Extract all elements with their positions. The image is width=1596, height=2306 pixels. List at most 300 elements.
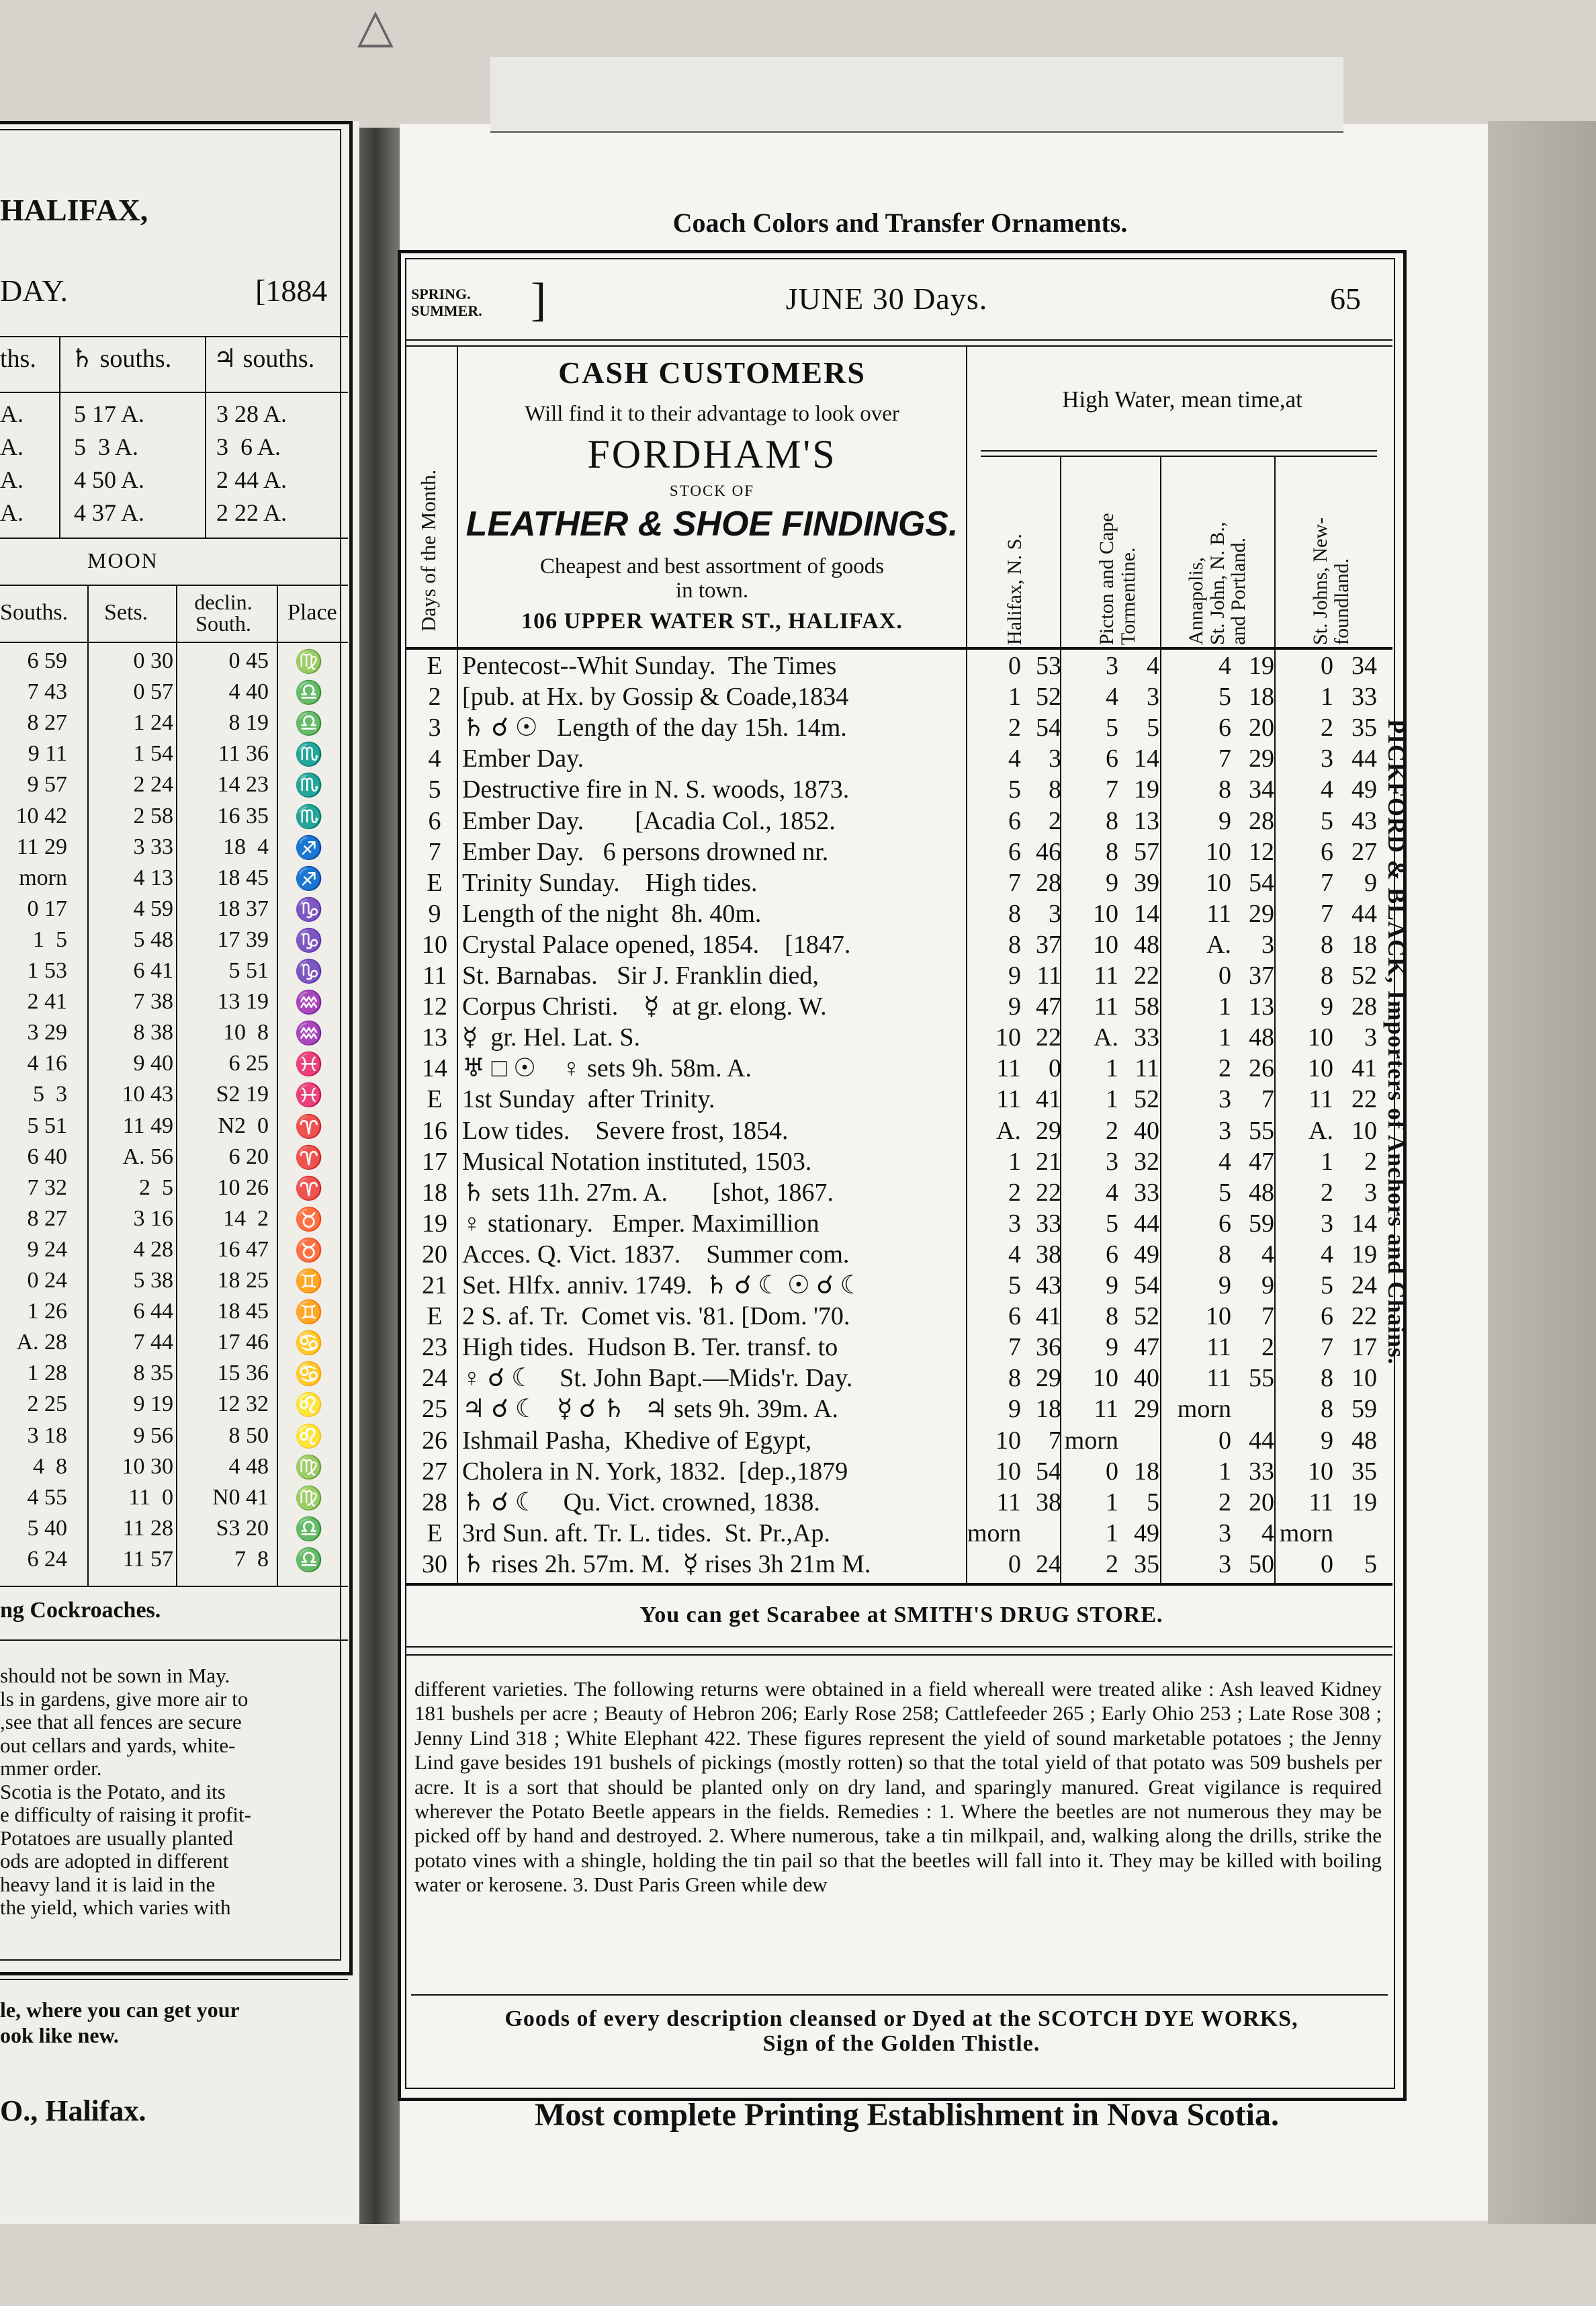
- moon-souths: 7 32: [27, 1175, 67, 1200]
- moon-sets: 3 33: [133, 834, 173, 859]
- high-water-st-johns-m: 43: [1351, 806, 1377, 835]
- high-water-picton-h: 11: [1094, 992, 1118, 1021]
- day-of-month: 14: [422, 1054, 447, 1083]
- moon-place: ♎: [294, 712, 324, 737]
- high-water-picton-h: A.: [1094, 1023, 1118, 1052]
- moon-souths: 3 29: [27, 1020, 67, 1045]
- high-water-picton-h: 3: [1106, 1147, 1118, 1176]
- event-text: Length of the night 8h. 40m.: [462, 899, 762, 928]
- high-water-halifax-h: 1: [1008, 683, 1021, 712]
- event-text: St. Barnabas. Sir J. Franklin died,: [462, 962, 819, 990]
- moon-declination: N2 0: [218, 1113, 269, 1138]
- moon-row: [0, 1423, 349, 1454]
- day-of-month: 10: [422, 930, 447, 959]
- high-water-halifax-h: 3: [1008, 1209, 1021, 1238]
- high-water-st-johns-h: 7: [1321, 899, 1333, 928]
- high-water-st-johns-m: 28: [1351, 992, 1377, 1021]
- moon-place: ♎: [294, 681, 324, 706]
- day-of-month: E: [427, 1302, 443, 1331]
- planet-cell: 3 28 A.: [216, 400, 287, 427]
- moon-sets: 4 59: [133, 896, 173, 921]
- high-water-st-johns-m: 35: [1351, 714, 1377, 742]
- moon-place: ♊: [294, 1300, 324, 1326]
- high-water-picton-m: 4: [1147, 652, 1159, 680]
- high-water-picton-m: 40: [1134, 1364, 1159, 1393]
- moon-declination: 14 23: [217, 772, 269, 798]
- moon-souths: 1 53: [27, 958, 67, 983]
- high-water-st-johns-h: 9: [1321, 992, 1333, 1021]
- moon-souths: 5 51: [27, 1113, 67, 1138]
- moon-row: [0, 1454, 349, 1485]
- high-water-st-johns-h: 3: [1321, 1209, 1333, 1238]
- paper-strip: [490, 57, 1343, 133]
- moon-declination: 6 25: [228, 1051, 269, 1076]
- moon-souths: 8 27: [27, 710, 67, 736]
- moon-sets: 2 5: [139, 1175, 173, 1200]
- planet-cell: A.: [0, 499, 24, 526]
- rule: [406, 345, 1392, 347]
- high-water-picton-m: 14: [1134, 899, 1159, 928]
- left-cockroach-ad: ng Cockroaches.: [0, 1598, 161, 1623]
- high-water-annapolis-h: 9: [1218, 806, 1231, 835]
- moon-declination: 6 20: [228, 1144, 269, 1169]
- moon-sets: 11 49: [122, 1113, 173, 1138]
- high-water-halifax-m: 22: [1036, 1023, 1061, 1052]
- moon-declination: 0 45: [228, 648, 269, 673]
- high-water-annapolis-m: 44: [1249, 1426, 1274, 1455]
- high-water-st-johns-h: 1: [1321, 1147, 1333, 1176]
- moon-declination: 8 19: [228, 710, 269, 736]
- scarabee-advert: You can get Scarabee at SMITH'S DRUG STORE.: [639, 1603, 1163, 1627]
- moon-sets: 7 38: [133, 989, 173, 1015]
- moon-sets: 9 19: [133, 1392, 173, 1417]
- high-water-halifax-h: 8: [1008, 899, 1021, 928]
- left-footer: O., Halifax.: [0, 2094, 146, 2127]
- event-text: Ishmail Pasha, Khedive of Egypt,: [462, 1426, 812, 1455]
- high-water-halifax-m: 47: [1036, 992, 1061, 1021]
- left-rule: [0, 1586, 348, 1587]
- day-of-month: 16: [422, 1116, 447, 1145]
- high-water-annapolis-h: 4: [1218, 652, 1231, 680]
- moon-souths: 7 43: [27, 679, 67, 705]
- high-water-st-johns-h: 4: [1321, 775, 1333, 804]
- high-water-annapolis-m: 55: [1249, 1364, 1274, 1393]
- moon-declination: 18 4: [223, 834, 269, 859]
- moon-souths: A. 28: [16, 1330, 67, 1355]
- moon-souths: 6 59: [27, 648, 67, 673]
- moon-souths: 0 17: [27, 896, 67, 921]
- event-text: Ember Day.: [462, 744, 584, 773]
- high-water-halifax-h: 9: [1008, 1395, 1021, 1424]
- left-header-title: HALIFAX,: [0, 193, 148, 227]
- high-water-halifax-h: 2: [1008, 714, 1021, 742]
- high-water-picton-m: 49: [1134, 1240, 1159, 1269]
- high-water-annapolis-h: 4: [1218, 1147, 1231, 1176]
- left-rule: [0, 336, 348, 337]
- planet-cell: 2 22 A.: [216, 499, 287, 526]
- planet-cell: 3 6 A.: [216, 433, 281, 460]
- rule: [981, 450, 1377, 452]
- left-body-line: the yield, which varies with: [0, 1895, 231, 1919]
- moon-place: ♓: [294, 1083, 324, 1109]
- event-text: Crystal Palace opened, 1854. [1847.: [462, 930, 851, 959]
- high-water-picton-m: 22: [1134, 962, 1159, 990]
- moon-sets: 10 43: [122, 1082, 173, 1107]
- high-water-st-johns-h: 6: [1321, 1302, 1333, 1331]
- left-col-head: ♃ souths.: [214, 345, 315, 373]
- high-water-picton-h: 6: [1106, 1240, 1118, 1269]
- high-water-halifax-m: 24: [1036, 1549, 1061, 1578]
- moon-head: Souths.: [0, 600, 69, 625]
- day-of-month: 5: [428, 775, 441, 804]
- moon-declination: 12 32: [217, 1392, 269, 1417]
- high-water-picton-h: 10: [1093, 930, 1118, 959]
- high-water-picton-m: 29: [1134, 1395, 1159, 1424]
- rule: [406, 1583, 1392, 1586]
- high-water-annapolis-h: 9: [1218, 1271, 1231, 1299]
- high-water-st-johns-m: 44: [1351, 899, 1377, 928]
- high-water-picton-h: 2: [1106, 1549, 1118, 1578]
- high-water-annapolis-h: morn: [1177, 1395, 1231, 1424]
- moon-declination: 15 36: [217, 1361, 269, 1386]
- moon-sets: 5 38: [133, 1268, 173, 1293]
- moon-row: [0, 1175, 349, 1206]
- day-of-month: E: [427, 1085, 443, 1114]
- high-water-st-johns-m: 3: [1364, 1178, 1377, 1207]
- high-water-st-johns-m: 10: [1351, 1364, 1377, 1393]
- day-of-month: 19: [422, 1209, 447, 1238]
- high-water-st-johns-h: 1: [1321, 683, 1333, 712]
- high-water-annapolis-h: 1: [1218, 1457, 1231, 1486]
- moon-declination: 18 25: [217, 1268, 269, 1293]
- high-water-annapolis-h: 8: [1218, 1240, 1231, 1269]
- season-summer: SUMMER.: [411, 302, 482, 320]
- moon-sets: 8 35: [133, 1361, 173, 1386]
- high-water-annapolis-m: 48: [1249, 1178, 1274, 1207]
- high-water-picton-m: 5: [1147, 714, 1159, 742]
- moon-head: Place: [287, 600, 337, 625]
- moon-place: ♏: [294, 773, 324, 799]
- printing-footer: Most complete Printing Establishment in Nova Scotia.: [535, 2097, 1279, 2133]
- high-water-st-johns-h: 3: [1321, 744, 1333, 773]
- high-water-st-johns-m: 44: [1351, 744, 1377, 773]
- high-water-annapolis-m: 9: [1261, 1271, 1274, 1299]
- high-water-halifax-h: 5: [1008, 1271, 1021, 1299]
- left-body-line: mmer order.: [0, 1756, 102, 1780]
- high-water-st-johns-h: 8: [1321, 1364, 1333, 1393]
- high-water-annapolis-m: 29: [1249, 744, 1274, 773]
- high-water-annapolis-m: 59: [1249, 1209, 1274, 1238]
- moon-declination: 8 50: [228, 1422, 269, 1448]
- left-body-line: should not be sown in May.: [0, 1664, 230, 1687]
- moon-row: [0, 648, 349, 679]
- high-water-st-johns-h: 6: [1321, 837, 1333, 866]
- high-water-picton-h: 4: [1106, 1178, 1118, 1207]
- high-water-st-johns-m: 19: [1351, 1240, 1377, 1269]
- high-water-picton-h: 1: [1106, 1085, 1118, 1114]
- moon-souths: 4 8: [33, 1453, 67, 1479]
- moon-sets: 1 54: [133, 741, 173, 767]
- moon-row: [0, 1237, 349, 1268]
- advert-stock-of: STOCK OF: [669, 482, 755, 499]
- event-text: Set. Hlfx. anniv. 1749. ♄ ☌ ☾ ☉ ☌ ☾: [462, 1271, 863, 1299]
- high-water-st-johns-h: 7: [1321, 1333, 1333, 1362]
- day-of-month: 24: [422, 1364, 447, 1393]
- day-of-month: E: [427, 868, 443, 897]
- moon-souths: 2 41: [27, 989, 67, 1015]
- high-water-st-johns-h: 2: [1321, 1178, 1333, 1207]
- high-water-picton-m: 52: [1134, 1302, 1159, 1331]
- high-water-st-johns-h: 5: [1321, 806, 1333, 835]
- event-text: Pentecost--Whit Sunday. The Times: [462, 652, 837, 680]
- event-text: [pub. at Hx. by Gossip & Coade,1834: [462, 683, 849, 712]
- dye-line: Goods of every description cleansed or Dyed at the SCOTCH DYE WORKS,: [504, 2006, 1298, 2031]
- moon-souths: 11 29: [16, 834, 67, 859]
- high-water-annapolis-m: 29: [1249, 899, 1274, 928]
- moon-souths: 9 57: [27, 772, 67, 798]
- day-of-month: 12: [422, 992, 447, 1021]
- moon-sets: 11 0: [128, 1484, 173, 1510]
- high-water-halifax-m: 2: [1049, 806, 1061, 835]
- moon-declination: 13 19: [217, 989, 269, 1015]
- moon-declination: 18 45: [217, 1299, 269, 1324]
- high-water-halifax-h: 0: [1008, 1549, 1021, 1578]
- high-water-halifax-m: 38: [1036, 1488, 1061, 1517]
- moon-sets: 11 57: [122, 1546, 173, 1572]
- high-water-st-johns-h: 11: [1309, 1488, 1333, 1517]
- moon-sets: 4 13: [133, 865, 173, 890]
- moon-souths: 4 55: [27, 1484, 67, 1510]
- high-water-heading: High Water, mean time,at: [1062, 386, 1302, 413]
- season-bracket: ]: [531, 274, 547, 326]
- moon-row: [0, 1392, 349, 1422]
- high-water-halifax-m: 8: [1049, 775, 1061, 804]
- high-water-picton-h: 9: [1106, 1271, 1118, 1299]
- potato-body-text: different varieties. The following returns were obtained in a field whereall were treated alike : Ash leaved Kidney 181 bushels per acre ; Beauty of Hebron 206; Early Rose 258; Cattlefeeder 265 ; Early Ohio 253 ; Late Rose 308 ; Jenny Lind 318 ; White Elephant 422. These figures represent the yield of sound marketable potatoes ; the Jenny Lind gave besides 191 bushels of pickings (mostly rotten) so that the total yield of that potato was 509 bushels per acre. It is a sort that should be planted only on dry land, and sparingly manured. Great vigilance is required wherever the Potato Beetle appears in the fields. Remedies : 1. Where the beetles are not numerous they may be picked off by hand and destroyed. 2. Where numerous, take a tin milkpail, and, walking along the drills, strike the potato vines with a shingle, holding the tin pail so that the beetles will fall into it. They may be killed with boiling water or kerosene. 3. Dust Paris Green while dew: [414, 1677, 1382, 1897]
- moon-place: ♑: [294, 897, 324, 923]
- high-water-picton-h: 8: [1106, 806, 1118, 835]
- high-water-st-johns-h: 2: [1321, 714, 1333, 742]
- day-of-month: 3: [428, 714, 441, 742]
- high-water-halifax-h: 11: [996, 1085, 1021, 1114]
- high-water-halifax-h: 0: [1008, 652, 1021, 680]
- moon-place: ♌: [294, 1393, 324, 1418]
- planet-cell: 2 44 A.: [216, 466, 287, 493]
- high-water-st-johns-h: morn: [1279, 1519, 1333, 1547]
- high-water-st-johns-h: 10: [1308, 1054, 1333, 1083]
- high-water-picton-h: 8: [1106, 1302, 1118, 1331]
- moon-place: ♍: [294, 1455, 324, 1480]
- moon-declination: 4 40: [228, 679, 269, 705]
- high-water-st-johns-h: 4: [1321, 1240, 1333, 1269]
- high-water-picton-m: 11: [1135, 1054, 1159, 1083]
- planet-cell: 5 3 A.: [74, 433, 139, 460]
- high-water-halifax-h: 8: [1008, 930, 1021, 959]
- high-water-annapolis-m: 34: [1249, 775, 1274, 804]
- high-water-picton-h: 9: [1106, 868, 1118, 897]
- high-water-st-johns-m: 17: [1351, 1333, 1377, 1362]
- moon-declination: 18 45: [217, 865, 269, 890]
- high-water-halifax-m: 3: [1049, 744, 1061, 773]
- high-water-halifax-m: 33: [1036, 1209, 1061, 1238]
- moon-souths: 10 42: [15, 803, 67, 828]
- high-water-st-johns-h: 9: [1321, 1426, 1333, 1455]
- moon-place: ♈: [294, 1145, 324, 1170]
- high-water-halifax-h: 9: [1008, 962, 1021, 990]
- moon-souths: 0 24: [27, 1268, 67, 1293]
- high-water-annapolis-m: 33: [1249, 1457, 1274, 1486]
- event-text: Trinity Sunday. High tides.: [462, 868, 758, 897]
- high-water-halifax-m: 3: [1049, 899, 1061, 928]
- season-spring: SPRING.: [411, 286, 471, 302]
- rule: [406, 647, 1392, 650]
- moon-declination: 18 37: [217, 896, 269, 921]
- moon-souths: 2 25: [27, 1392, 67, 1417]
- high-water-picton-m: 33: [1134, 1178, 1159, 1207]
- high-water-st-johns-m: 52: [1351, 962, 1377, 990]
- left-rule: [0, 1639, 348, 1641]
- moon-declination: 16 35: [217, 803, 269, 828]
- high-water-annapolis-m: 12: [1249, 837, 1274, 866]
- day-of-month: E: [427, 652, 443, 680]
- day-of-month: 30: [422, 1549, 447, 1578]
- moon-row: [0, 958, 349, 989]
- event-text: ♄ rises 2h. 57m. M. ☿ rises 3h 21m M.: [462, 1549, 871, 1578]
- high-water-picton-h: 1: [1106, 1519, 1118, 1547]
- moon-place: ♐: [294, 866, 324, 892]
- planet-cell: A.: [0, 466, 24, 493]
- left-body-line: Potatoes are usually planted: [0, 1826, 233, 1850]
- high-water-annapolis-h: 1: [1218, 992, 1231, 1021]
- left-body-line: heavy land it is laid in the: [0, 1872, 216, 1896]
- high-water-picton-m: 48: [1134, 930, 1159, 959]
- moon-declination: 14 2: [223, 1205, 269, 1231]
- moon-place: ♍: [294, 1486, 324, 1511]
- moon-declination: S2 19: [216, 1082, 269, 1107]
- high-water-st-johns-m: 22: [1351, 1302, 1377, 1331]
- high-water-halifax-h: 4: [1008, 744, 1021, 773]
- moon-sets: 10 30: [122, 1453, 173, 1479]
- event-text: Acces. Q. Vict. 1837. Summer com.: [462, 1240, 850, 1269]
- left-body-line: e difficulty of raising it profit-: [0, 1803, 251, 1826]
- day-of-month: E: [427, 1519, 443, 1547]
- event-text: Ember Day. [Acadia Col., 1852.: [462, 806, 836, 835]
- moon-souths: 1 26: [27, 1299, 67, 1324]
- moon-row: [0, 1516, 349, 1547]
- moon-declination: S3 20: [216, 1515, 269, 1541]
- moon-souths: morn: [19, 865, 67, 890]
- high-water-picton-h: 0: [1106, 1457, 1118, 1486]
- high-water-st-johns-m: 9: [1364, 868, 1377, 897]
- moon-row: [0, 710, 349, 741]
- moon-sets: 2 58: [133, 803, 173, 828]
- moon-place: ♎: [294, 1517, 324, 1542]
- col-head-halifax: Halifax, N. S.: [1004, 533, 1026, 645]
- high-water-annapolis-h: 10: [1206, 1302, 1231, 1331]
- day-of-month: 20: [422, 1240, 447, 1269]
- high-water-picton-h: 9: [1106, 1333, 1118, 1362]
- high-water-picton-h: morn: [1064, 1426, 1118, 1455]
- event-text: Musical Notation instituted, 1503.: [462, 1147, 812, 1176]
- high-water-picton-h: 4: [1106, 683, 1118, 712]
- high-water-annapolis-m: 48: [1249, 1023, 1274, 1052]
- high-water-st-johns-h: 8: [1321, 930, 1333, 959]
- high-water-picton-h: 3: [1106, 652, 1118, 680]
- left-body-line: out cellars and yards, white-: [0, 1733, 236, 1757]
- moon-place: ♑: [294, 959, 324, 984]
- high-water-halifax-h: 10: [995, 1457, 1021, 1486]
- event-text: Low tides. Severe frost, 1854.: [462, 1116, 789, 1145]
- left-col-head: ♄ souths.: [71, 345, 172, 373]
- moon-sets: 7 44: [133, 1330, 173, 1355]
- high-water-halifax-m: 54: [1036, 1457, 1061, 1486]
- moon-souths: 1 28: [27, 1361, 67, 1386]
- moon-row: [0, 1051, 349, 1082]
- high-water-st-johns-m: 35: [1351, 1457, 1377, 1486]
- moon-declination: 16 47: [217, 1236, 269, 1262]
- moon-sets: 2 24: [133, 772, 173, 798]
- high-water-annapolis-h: 3: [1218, 1519, 1231, 1547]
- moon-souths: 5 40: [27, 1515, 67, 1541]
- high-water-annapolis-m: 7: [1261, 1302, 1274, 1331]
- pickford-black-side-advert: PICKFORD & BLACK, Importers of Anchors and Chains.: [1383, 719, 1410, 1365]
- high-water-annapolis-m: 55: [1249, 1116, 1274, 1145]
- day-of-month: 23: [422, 1333, 447, 1362]
- high-water-annapolis-m: 13: [1249, 992, 1274, 1021]
- high-water-picton-h: 1: [1106, 1054, 1118, 1083]
- rule: [406, 1654, 1392, 1656]
- high-water-picton-m: 40: [1134, 1116, 1159, 1145]
- high-water-st-johns-h: 7: [1321, 868, 1333, 897]
- day-of-month: 18: [422, 1178, 447, 1207]
- high-water-picton-m: 3: [1147, 683, 1159, 712]
- high-water-annapolis-h: 10: [1206, 837, 1231, 866]
- advert-cash-customers: CASH CUSTOMERS: [558, 355, 866, 390]
- moon-souths: 9 24: [27, 1236, 67, 1262]
- event-text: ♄ sets 11h. 27m. A. [shot, 1867.: [462, 1178, 834, 1207]
- day-of-month: 27: [422, 1457, 447, 1486]
- high-water-st-johns-m: 3: [1364, 1023, 1377, 1052]
- high-water-halifax-m: 36: [1036, 1333, 1061, 1362]
- left-rule: [0, 538, 348, 539]
- high-water-annapolis-h: 3: [1218, 1085, 1231, 1114]
- high-water-annapolis-m: 28: [1249, 806, 1274, 835]
- planet-cell: A.: [0, 400, 24, 427]
- high-water-annapolis-h: 3: [1218, 1116, 1231, 1145]
- moon-declination: 4 48: [228, 1453, 269, 1479]
- left-body-line: Scotia is the Potato, and its: [0, 1779, 226, 1803]
- high-water-st-johns-h: 5: [1321, 1271, 1333, 1299]
- high-water-halifax-m: 54: [1036, 714, 1061, 742]
- moon-sets: 3 16: [133, 1205, 173, 1231]
- moon-place: ♒: [294, 1021, 324, 1047]
- high-water-halifax-h: 5: [1008, 775, 1021, 804]
- high-water-picton-h: 2: [1106, 1116, 1118, 1145]
- high-water-halifax-m: 11: [1036, 962, 1061, 990]
- high-water-picton-h: 5: [1106, 1209, 1118, 1238]
- high-water-picton-m: 35: [1134, 1549, 1159, 1578]
- moon-souths: 4 16: [27, 1051, 67, 1076]
- high-water-halifax-m: 7: [1049, 1426, 1061, 1455]
- high-water-halifax-m: 52: [1036, 683, 1061, 712]
- left-body-line: ods are adopted in different: [0, 1849, 229, 1873]
- high-water-annapolis-h: 3: [1218, 1549, 1231, 1578]
- high-water-halifax-m: 28: [1036, 868, 1061, 897]
- event-text: ☿ gr. Hel. Lat. S.: [462, 1023, 641, 1052]
- moon-row: [0, 1082, 349, 1113]
- high-water-annapolis-m: 54: [1249, 868, 1274, 897]
- moon-declination: 5 51: [228, 958, 269, 983]
